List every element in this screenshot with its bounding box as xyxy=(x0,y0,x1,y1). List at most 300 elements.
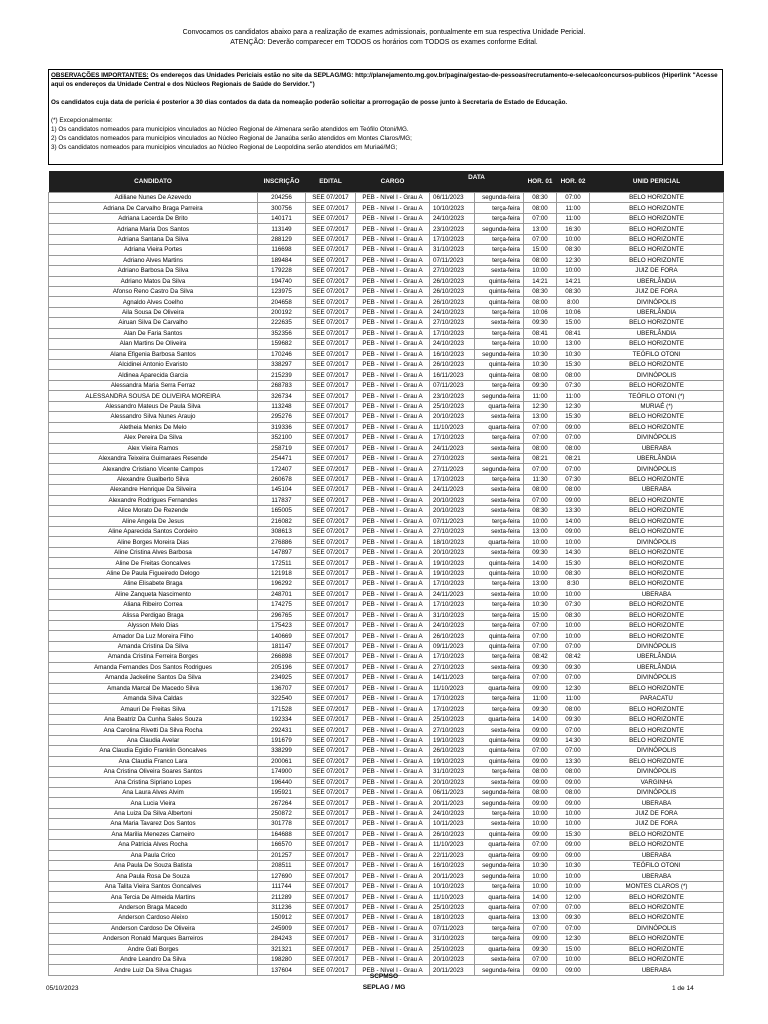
cargo-cell: PEB - Nível I - Grau A xyxy=(356,902,430,912)
unid-cell: JUIZ DE FORA xyxy=(590,819,724,829)
edital-cell: SEE 07/2017 xyxy=(306,954,356,964)
hor2-cell: 09:30 xyxy=(557,714,590,724)
inscricao-cell: 301778 xyxy=(258,819,306,829)
table-row xyxy=(49,412,724,422)
hor2-cell: 10:00 xyxy=(557,881,590,891)
candidato-cell: Amador Da Luz Moreira Filho xyxy=(49,631,258,641)
candidato-cell: Aldinea Aparecida Garcia xyxy=(49,370,258,380)
unid-cell: BELO HORIZONTE xyxy=(590,704,724,714)
footer-date: 05/10/2023 xyxy=(46,985,79,992)
edital-cell: SEE 07/2017 xyxy=(306,600,356,610)
hor1-cell: 07:00 xyxy=(524,673,557,683)
cargo-cell: PEB - Nível I - Grau A xyxy=(356,276,430,286)
weekday-cell: terça-feira xyxy=(475,255,524,265)
hor1-cell: 09:00 xyxy=(524,965,557,975)
notes-box xyxy=(48,69,723,165)
candidato-cell: ALESSANDRA SOUSA DE OLIVEIRA MOREIRA xyxy=(49,391,258,401)
inscricao-cell: 222635 xyxy=(258,318,306,328)
hor2-cell: 14:30 xyxy=(557,735,590,745)
date-cell: 16/10/2023 xyxy=(430,861,475,871)
date-cell: 11/10/2023 xyxy=(430,892,475,902)
inscricao-cell: 116698 xyxy=(258,245,306,255)
inscricao-cell: 136707 xyxy=(258,683,306,693)
inscricao-cell: 308613 xyxy=(258,527,306,537)
unid-cell: MONTES CLAROS (*) xyxy=(590,881,724,891)
hor2-cell: 10:30 xyxy=(557,861,590,871)
unid-cell: BELO HORIZONTE xyxy=(590,568,724,578)
hor2-cell: 07:00 xyxy=(557,746,590,756)
edital-cell: SEE 07/2017 xyxy=(306,871,356,881)
edital-cell: SEE 07/2017 xyxy=(306,579,356,589)
table-row xyxy=(49,850,724,860)
inscricao-cell: 200192 xyxy=(258,307,306,317)
footer-page-number: 1 de 14 xyxy=(672,985,694,992)
hor2-cell: 09:00 xyxy=(557,422,590,432)
table-row xyxy=(49,495,724,505)
hor2-cell: 07:00 xyxy=(557,641,590,651)
edital-cell: SEE 07/2017 xyxy=(306,297,356,307)
unid-cell: BELO HORIZONTE xyxy=(590,339,724,349)
hor2-cell: 09:00 xyxy=(557,965,590,975)
col-hor1: HOR. 01 xyxy=(524,171,557,193)
cargo-cell: PEB - Nível I - Grau A xyxy=(356,683,430,693)
cargo-cell: PEB - Nível I - Grau A xyxy=(356,631,430,641)
hor1-cell: 10:00 xyxy=(524,808,557,818)
hor1-cell: 07:00 xyxy=(524,923,557,933)
unid-cell: DIVINÓPOLIS xyxy=(590,537,724,547)
weekday-cell: terça-feira xyxy=(475,694,524,704)
date-cell: 27/10/2023 xyxy=(430,266,475,276)
hor2-cell: 08:42 xyxy=(557,652,590,662)
cargo-cell: PEB - Nível I - Grau A xyxy=(356,704,430,714)
hor2-cell: 09:30 xyxy=(557,662,590,672)
weekday-cell: terça-feira xyxy=(475,474,524,484)
inscricao-cell: 117837 xyxy=(258,495,306,505)
edital-cell: SEE 07/2017 xyxy=(306,881,356,891)
table-row xyxy=(49,819,724,829)
candidato-cell: Adriano Alves Martins xyxy=(49,255,258,265)
edital-cell: SEE 07/2017 xyxy=(306,443,356,453)
hor2-cell: 12:30 xyxy=(557,934,590,944)
date-cell: 07/11/2023 xyxy=(430,255,475,265)
table-row xyxy=(49,328,724,338)
unid-cell: BELO HORIZONTE xyxy=(590,944,724,954)
date-cell: 24/10/2023 xyxy=(430,620,475,630)
table-row xyxy=(49,286,724,296)
unid-cell: BELO HORIZONTE xyxy=(590,579,724,589)
table-row xyxy=(49,380,724,390)
hor1-cell: 11:00 xyxy=(524,391,557,401)
col-candidato: CANDIDATO xyxy=(49,171,258,193)
hor2-cell: 14:30 xyxy=(557,547,590,557)
inscricao-cell: 284243 xyxy=(258,934,306,944)
unid-cell: DIVINÓPOLIS xyxy=(590,923,724,933)
inscricao-cell: 196292 xyxy=(258,579,306,589)
weekday-cell: sexta-feira xyxy=(475,527,524,537)
hor2-cell: 12:30 xyxy=(557,401,590,411)
cargo-cell: PEB - Nível I - Grau A xyxy=(356,412,430,422)
hor2-cell: 08:30 xyxy=(557,286,590,296)
hor1-cell: 08:30 xyxy=(524,506,557,516)
hor1-cell: 15:00 xyxy=(524,610,557,620)
inscricao-cell: 174900 xyxy=(258,767,306,777)
unid-cell: BELO HORIZONTE xyxy=(590,610,724,620)
hor1-cell: 08:00 xyxy=(524,203,557,213)
hor2-cell: 14:00 xyxy=(557,516,590,526)
date-cell: 22/11/2023 xyxy=(430,850,475,860)
cargo-cell: PEB - Nível I - Grau A xyxy=(356,391,430,401)
hor2-cell: 08:30 xyxy=(557,568,590,578)
cargo-cell: PEB - Nível I - Grau A xyxy=(356,255,430,265)
candidato-cell: Adriana Santana Da Silva xyxy=(49,234,258,244)
candidato-cell: Aliana Ribeiro Correa xyxy=(49,600,258,610)
date-cell: 17/10/2023 xyxy=(430,328,475,338)
date-cell: 16/11/2023 xyxy=(430,370,475,380)
table-row xyxy=(49,787,724,797)
table-row xyxy=(49,913,724,923)
cargo-cell: PEB - Nível I - Grau A xyxy=(356,203,430,213)
date-cell: 18/10/2023 xyxy=(430,537,475,547)
unid-cell: BELO HORIZONTE xyxy=(590,318,724,328)
candidato-cell: Andre Gati Borges xyxy=(49,944,258,954)
candidato-cell: Ana Paula Rosa De Souza xyxy=(49,871,258,881)
inscricao-cell: 150912 xyxy=(258,913,306,923)
date-cell: 16/10/2023 xyxy=(430,349,475,359)
unid-cell: BELO HORIZONTE xyxy=(590,516,724,526)
table-row xyxy=(49,610,724,620)
unid-cell: MURIAÉ (*) xyxy=(590,401,724,411)
excepcionalmente-label: (*) Excepcionalmente: xyxy=(51,117,113,124)
hor1-cell: 13:00 xyxy=(524,913,557,923)
date-cell: 07/11/2023 xyxy=(430,923,475,933)
candidato-cell: Alan De Faria Santos xyxy=(49,328,258,338)
unid-cell: UBERABA xyxy=(590,485,724,495)
candidato-cell: Adriano Matos Da Silva xyxy=(49,276,258,286)
candidato-cell: Amanda Fernandes Dos Santos Rodrigues xyxy=(49,662,258,672)
date-cell: 20/11/2023 xyxy=(430,798,475,808)
weekday-cell: terça-feira xyxy=(475,767,524,777)
hor2-cell: 08:00 xyxy=(557,370,590,380)
candidato-cell: Alessandro Mateus De Paula Silva xyxy=(49,401,258,411)
unid-cell: BELO HORIZONTE xyxy=(590,558,724,568)
table-row xyxy=(49,266,724,276)
weekday-cell: sexta-feira xyxy=(475,725,524,735)
inscricao-cell: 172407 xyxy=(258,464,306,474)
inscricao-cell: 181147 xyxy=(258,641,306,651)
cargo-cell: PEB - Nível I - Grau A xyxy=(356,746,430,756)
unid-cell: DIVINÓPOLIS xyxy=(590,464,724,474)
hor1-cell: 13:00 xyxy=(524,579,557,589)
table-row xyxy=(49,391,724,401)
edital-cell: SEE 07/2017 xyxy=(306,652,356,662)
table-row xyxy=(49,297,724,307)
hor1-cell: 08:00 xyxy=(524,255,557,265)
cargo-cell: PEB - Nível I - Grau A xyxy=(356,297,430,307)
edital-cell: SEE 07/2017 xyxy=(306,767,356,777)
table-row xyxy=(49,339,724,349)
hor1-cell: 13:00 xyxy=(524,412,557,422)
weekday-cell: sexta-feira xyxy=(475,506,524,516)
candidato-cell: Alexandre Henrique Da Silveira xyxy=(49,485,258,495)
table-row xyxy=(49,725,724,735)
cargo-cell: PEB - Nível I - Grau A xyxy=(356,558,430,568)
date-cell: 06/11/2023 xyxy=(430,787,475,797)
hor1-cell: 08:00 xyxy=(524,443,557,453)
edital-cell: SEE 07/2017 xyxy=(306,568,356,578)
candidato-cell: Ana Patricia Alves Rocha xyxy=(49,840,258,850)
edital-cell: SEE 07/2017 xyxy=(306,203,356,213)
hor1-cell: 07:00 xyxy=(524,620,557,630)
weekday-cell: quinta-feira xyxy=(475,360,524,370)
candidato-cell: Ana Cristina Oliveira Soares Santos xyxy=(49,767,258,777)
date-cell: 10/10/2023 xyxy=(430,881,475,891)
hor2-cell: 13:30 xyxy=(557,756,590,766)
hor2-cell: 07:00 xyxy=(557,464,590,474)
inscricao-cell: 352356 xyxy=(258,328,306,338)
candidato-cell: Adriana De Carvalho Braga Parreira xyxy=(49,203,258,213)
table-row xyxy=(49,516,724,526)
candidato-cell: Ana Claudia Franco Lara xyxy=(49,756,258,766)
table-row xyxy=(49,808,724,818)
edital-cell: SEE 07/2017 xyxy=(306,558,356,568)
hor1-cell: 07:00 xyxy=(524,631,557,641)
weekday-cell: quarta-feira xyxy=(475,913,524,923)
weekday-cell: terça-feira xyxy=(475,673,524,683)
candidato-cell: Ana Carolina Rivetti Da Silva Rocha xyxy=(49,725,258,735)
inscricao-cell: 194740 xyxy=(258,276,306,286)
weekday-cell: sexta-feira xyxy=(475,819,524,829)
weekday-cell: segunda-feira xyxy=(475,464,524,474)
candidato-cell: Anderson Braga Macedo xyxy=(49,902,258,912)
weekday-cell: quarta-feira xyxy=(475,422,524,432)
candidato-cell: Amanda Jackeline Santos Da Silva xyxy=(49,673,258,683)
table-row xyxy=(49,944,724,954)
hor1-cell: 10:00 xyxy=(524,819,557,829)
candidato-cell: Afonso Reno Castro Da Silva xyxy=(49,286,258,296)
weekday-cell: terça-feira xyxy=(475,579,524,589)
weekday-cell: terça-feira xyxy=(475,881,524,891)
table-row xyxy=(49,641,724,651)
obs-paragraph xyxy=(51,71,720,89)
weekday-cell: segunda-feira xyxy=(475,224,524,234)
hor1-cell: 15:00 xyxy=(524,245,557,255)
table-row xyxy=(49,474,724,484)
cargo-cell: PEB - Nível I - Grau A xyxy=(356,370,430,380)
cargo-cell: PEB - Nível I - Grau A xyxy=(356,641,430,651)
table-row xyxy=(49,954,724,964)
col-data: DATA xyxy=(430,171,524,193)
weekday-cell: terça-feira xyxy=(475,234,524,244)
weekday-cell: terça-feira xyxy=(475,704,524,714)
candidato-cell: Ana Claudia Egidio Franklin Goncalves xyxy=(49,746,258,756)
unid-cell: BELO HORIZONTE xyxy=(590,412,724,422)
hor2-cell: 10:00 xyxy=(557,819,590,829)
cargo-cell: PEB - Nível I - Grau A xyxy=(356,464,430,474)
candidato-cell: Alexandre Rodrigues Fernandes xyxy=(49,495,258,505)
candidato-cell: Ana Paula De Souza Batista xyxy=(49,861,258,871)
cargo-cell: PEB - Nível I - Grau A xyxy=(356,620,430,630)
weekday-cell: sexta-feira xyxy=(475,266,524,276)
hor1-cell: 07:00 xyxy=(524,464,557,474)
unid-cell: BELO HORIZONTE xyxy=(590,422,724,432)
weekday-cell: terça-feira xyxy=(475,516,524,526)
hor2-cell: 08:30 xyxy=(557,245,590,255)
unid-cell: BELO HORIZONTE xyxy=(590,380,724,390)
date-cell: 20/10/2023 xyxy=(430,777,475,787)
date-cell: 14/11/2023 xyxy=(430,673,475,683)
unid-cell: UBERLÂNDIA xyxy=(590,662,724,672)
weekday-cell: quarta-feira xyxy=(475,850,524,860)
hor1-cell: 10:00 xyxy=(524,537,557,547)
edital-cell: SEE 07/2017 xyxy=(306,349,356,359)
unid-cell: TEÓFILO OTONI xyxy=(590,349,724,359)
hor2-cell: 10:00 xyxy=(557,808,590,818)
unid-cell: UBERABA xyxy=(590,965,724,975)
hor1-cell: 14:00 xyxy=(524,714,557,724)
hor1-cell: 07:00 xyxy=(524,495,557,505)
cargo-cell: PEB - Nível I - Grau A xyxy=(356,453,430,463)
date-cell: 27/10/2023 xyxy=(430,318,475,328)
unid-cell: UBERLÂNDIA xyxy=(590,328,724,338)
edital-cell: SEE 07/2017 xyxy=(306,412,356,422)
inscricao-cell: 191679 xyxy=(258,735,306,745)
table-row xyxy=(49,579,724,589)
candidato-cell: Alan Martins De Oliveira xyxy=(49,339,258,349)
weekday-cell: terça-feira xyxy=(475,600,524,610)
date-cell: 11/10/2023 xyxy=(430,683,475,693)
date-cell: 31/10/2023 xyxy=(430,610,475,620)
date-cell: 17/10/2023 xyxy=(430,694,475,704)
edital-cell: SEE 07/2017 xyxy=(306,819,356,829)
hor1-cell: 09:00 xyxy=(524,850,557,860)
date-cell: 24/10/2023 xyxy=(430,339,475,349)
unid-cell: DIVINÓPOLIS xyxy=(590,297,724,307)
weekday-cell: sexta-feira xyxy=(475,589,524,599)
hor2-cell: 15:30 xyxy=(557,412,590,422)
cargo-cell: PEB - Nível I - Grau A xyxy=(356,840,430,850)
hor1-cell: 08:00 xyxy=(524,485,557,495)
weekday-cell: quinta-feira xyxy=(475,286,524,296)
candidato-cell: Alice Morato De Rezende xyxy=(49,506,258,516)
table-row xyxy=(49,370,724,380)
unid-cell: DIVINÓPOLIS xyxy=(590,673,724,683)
inscricao-cell: 215239 xyxy=(258,370,306,380)
weekday-cell: sexta-feira xyxy=(475,662,524,672)
date-cell: 20/10/2023 xyxy=(430,954,475,964)
edital-cell: SEE 07/2017 xyxy=(306,276,356,286)
hor1-cell: 09:00 xyxy=(524,756,557,766)
cargo-cell: PEB - Nível I - Grau A xyxy=(356,725,430,735)
hor1-cell: 07:00 xyxy=(524,902,557,912)
unid-cell: BELO HORIZONTE xyxy=(590,213,724,223)
inscricao-cell: 292431 xyxy=(258,725,306,735)
inscricao-cell: 260678 xyxy=(258,474,306,484)
table-row xyxy=(49,224,724,234)
table-row xyxy=(49,318,724,328)
weekday-cell: terça-feira xyxy=(475,380,524,390)
edital-cell: SEE 07/2017 xyxy=(306,735,356,745)
table-row xyxy=(49,193,724,203)
inscricao-cell: 123975 xyxy=(258,286,306,296)
edital-cell: SEE 07/2017 xyxy=(306,840,356,850)
hor2-cell: 14:21 xyxy=(557,276,590,286)
inscricao-cell: 113248 xyxy=(258,401,306,411)
candidato-cell: Aletheia Menks De Melo xyxy=(49,422,258,432)
inscricao-cell: 208511 xyxy=(258,861,306,871)
table-row xyxy=(49,840,724,850)
candidato-cell: Ana Laura Alves Alvim xyxy=(49,787,258,797)
hor2-cell: 13:00 xyxy=(557,339,590,349)
weekday-cell: terça-feira xyxy=(475,620,524,630)
hor2-cell: 16:30 xyxy=(557,224,590,234)
date-cell: 27/10/2023 xyxy=(430,662,475,672)
edital-cell: SEE 07/2017 xyxy=(306,662,356,672)
unid-cell: BELO HORIZONTE xyxy=(590,954,724,964)
table-row xyxy=(49,871,724,881)
table-row xyxy=(49,767,724,777)
edital-cell: SEE 07/2017 xyxy=(306,798,356,808)
weekday-cell: segunda-feira xyxy=(475,871,524,881)
date-cell: 25/10/2023 xyxy=(430,944,475,954)
hor1-cell: 07:00 xyxy=(524,840,557,850)
weekday-cell: segunda-feira xyxy=(475,391,524,401)
inscricao-cell: 268783 xyxy=(258,380,306,390)
candidato-cell: Aline Cristina Alves Barbosa xyxy=(49,547,258,557)
unid-cell: BELO HORIZONTE xyxy=(590,224,724,234)
hor2-cell: 08:00 xyxy=(557,443,590,453)
candidato-cell: Alessandra Maria Serra Ferraz xyxy=(49,380,258,390)
cargo-cell: PEB - Nível I - Grau A xyxy=(356,286,430,296)
candidato-cell: Adriana Lacerda De Brito xyxy=(49,213,258,223)
hor1-cell: 09:30 xyxy=(524,547,557,557)
edital-cell: SEE 07/2017 xyxy=(306,673,356,683)
cargo-cell: PEB - Nível I - Grau A xyxy=(356,318,430,328)
candidato-cell: Alexandre Cristiano Vicente Campos xyxy=(49,464,258,474)
edital-cell: SEE 07/2017 xyxy=(306,777,356,787)
date-cell: 17/10/2023 xyxy=(430,579,475,589)
hor2-cell: 10:30 xyxy=(557,349,590,359)
weekday-cell: terça-feira xyxy=(475,203,524,213)
table-row xyxy=(49,683,724,693)
inscricao-cell: 300756 xyxy=(258,203,306,213)
hor1-cell: 08:42 xyxy=(524,652,557,662)
unid-cell: JUIZ DE FORA xyxy=(590,266,724,276)
cargo-cell: PEB - Nível I - Grau A xyxy=(356,266,430,276)
candidato-cell: Aline Aparecida Santos Cordeiro xyxy=(49,527,258,537)
candidato-cell: Amanda Cristina Ferreira Borges xyxy=(49,652,258,662)
hor1-cell: 08:21 xyxy=(524,453,557,463)
table-row xyxy=(49,234,724,244)
inscricao-cell: 216082 xyxy=(258,516,306,526)
date-cell: 25/10/2023 xyxy=(430,902,475,912)
hor2-cell: 12:00 xyxy=(557,892,590,902)
candidato-cell: Ana Cristina Sipriano Lopes xyxy=(49,777,258,787)
col-cargo: CARGO xyxy=(356,171,430,193)
unid-cell: UBERABA xyxy=(590,850,724,860)
hor2-cell: 08:00 xyxy=(557,704,590,714)
hor2-cell: 15:30 xyxy=(557,360,590,370)
cargo-cell: PEB - Nível I - Grau A xyxy=(356,610,430,620)
date-cell: 20/10/2023 xyxy=(430,547,475,557)
edital-cell: SEE 07/2017 xyxy=(306,547,356,557)
inscricao-cell: 205196 xyxy=(258,662,306,672)
unid-cell: BELO HORIZONTE xyxy=(590,360,724,370)
date-cell: 17/10/2023 xyxy=(430,234,475,244)
candidato-cell: Alcidinei Antonio Evaristo xyxy=(49,360,258,370)
hor2-cell: 10:00 xyxy=(557,631,590,641)
weekday-cell: terça-feira xyxy=(475,652,524,662)
edital-cell: SEE 07/2017 xyxy=(306,328,356,338)
